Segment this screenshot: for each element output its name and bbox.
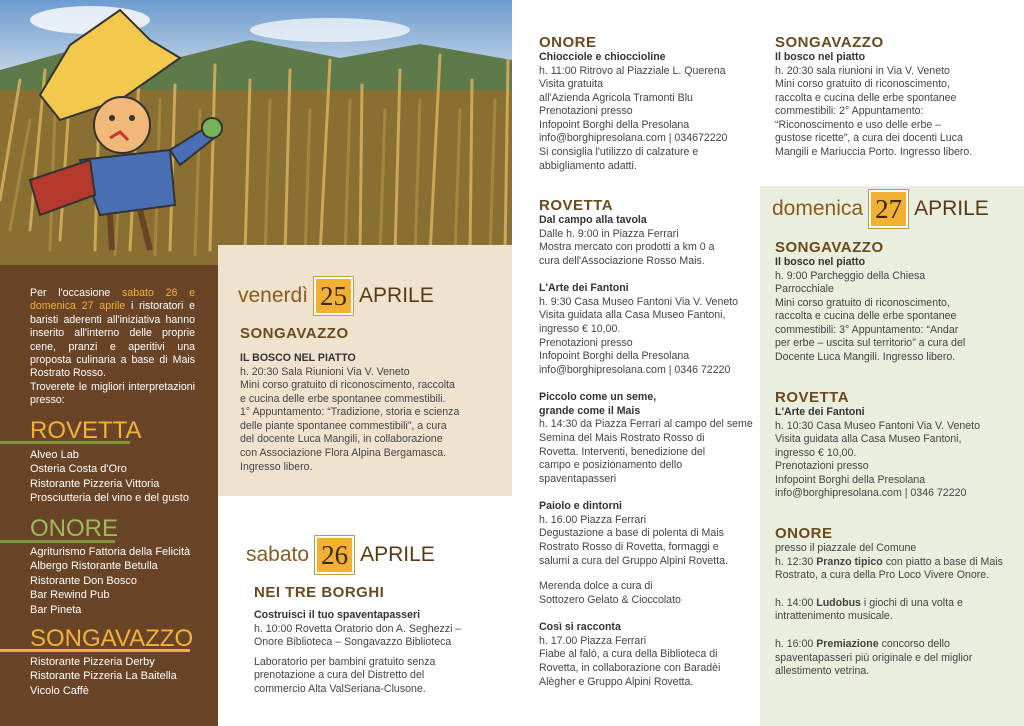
event-line: Mini corso gratuito di riconoscimento, xyxy=(775,78,950,91)
event-line: commestibili: 2° Appuntamento: xyxy=(775,105,924,118)
list-item: Vicolo Caffè xyxy=(30,684,89,697)
event-line: Ingresso libero. xyxy=(240,460,313,473)
event-line: h. 20:30 Sala Riunioni Via V. Veneto xyxy=(240,365,410,378)
event-line: raccolta e cucina delle erbe spontanee xyxy=(775,310,957,323)
event-line: Rovetta. Interventi, benedizione del xyxy=(539,445,706,458)
event-line: h. 9:30 Casa Museo Fantoni Via V. Veneto xyxy=(539,295,739,308)
event-line: Si consiglia l'utilizzo di calzature e xyxy=(539,146,699,159)
event-line: info@borghipresolana.com | 034672220 xyxy=(539,132,728,145)
town-heading: SONGAVAZZO xyxy=(240,325,349,342)
list-item: Ristorante Pizzeria La Baitella xyxy=(30,670,177,683)
friday-panel xyxy=(218,245,512,496)
event-line: h. 16.00 Piazza Ferrari xyxy=(539,513,647,526)
event-title: Il bosco nel piatto xyxy=(775,256,866,268)
event-section-rovetta xyxy=(775,389,1015,501)
event-line: Infopoint Borghi della Presolana xyxy=(539,118,690,131)
event-line: Mini corso gratuito di riconoscimento, raccolta xyxy=(240,379,455,392)
day-number: 26 xyxy=(315,536,354,574)
event-line: Semina del Mais Rostrato Rosso di xyxy=(539,431,705,444)
event-line: h. 11:00 Ritrovo al Piazziale L. Querena xyxy=(539,64,726,77)
event-line: Parrocchiale xyxy=(775,283,834,296)
list-item: Prosciutteria del vino e del gusto xyxy=(30,492,189,505)
list-item: Ristorante Pizzeria Vittoria xyxy=(30,477,160,490)
list-item: Osteria Costa d'Oro xyxy=(30,463,127,476)
event-title: Chiocciole e chioccioline xyxy=(539,51,666,63)
event-line: Infopoint Borghi della Presolana xyxy=(539,350,690,363)
event-section-songavazzo xyxy=(775,239,1015,365)
event-line: h. 10:30 Casa Museo Fantoni Via V. Veneto xyxy=(775,419,980,432)
event-line: Visita guidata alla Casa Museo Fantoni, xyxy=(775,433,962,446)
venue-list-onore xyxy=(30,545,190,617)
saturday-songavazzo-panel xyxy=(760,0,1024,186)
list-item: Alveo Lab xyxy=(30,449,79,461)
town-heading: SONGAVAZZO xyxy=(775,239,884,256)
event-title: L'Arte dei Fantoni xyxy=(539,282,629,295)
event-title: Il bosco nel piatto xyxy=(775,51,866,63)
event-line: info@borghipresolana.com | 0346 72220 xyxy=(539,363,731,376)
town-heading-rovetta: ROVETTA xyxy=(30,417,142,444)
event-line: prenotazione a cura del Distretto del xyxy=(254,669,425,682)
venue-list-rovetta xyxy=(30,448,189,506)
list-item: Ristorante Pizzeria Derby xyxy=(30,656,155,668)
event-line: h. 9:00 Parcheggio della Chiesa xyxy=(775,269,926,282)
weekday: domenica xyxy=(772,197,864,220)
event-line: Docente Luca Mangili. Ingresso libero. xyxy=(775,351,956,364)
event-line: Visita gratuita xyxy=(539,78,603,91)
list-item: Bar Pineta xyxy=(30,603,82,616)
event-section-songavazzo xyxy=(775,34,1015,160)
day-header-sunday xyxy=(772,190,989,228)
event-line: e cucina delle erbe spontanee commestibili. xyxy=(240,392,446,405)
event-line: Sottozero Gelato & Cioccolato xyxy=(539,593,681,606)
town-heading: NEI TRE BORGHI xyxy=(254,584,385,601)
event-line: Dalle h. 9:00 in Piazza Ferrari xyxy=(539,227,679,240)
event-section xyxy=(254,584,504,696)
event-line: ingresso € 10,00. xyxy=(775,446,857,459)
event-line: del docente Luca Mangili, in collaborazione xyxy=(240,433,443,446)
event-line: Fiabe al falò, a cura della Biblioteca di xyxy=(539,648,718,661)
list-item: Bar Rewind Pub xyxy=(30,589,110,602)
event-line: salumi a cura del Gruppo Alpini Rovetta. xyxy=(539,554,729,567)
event-line: cura dell'Associazione Rosso Mais. xyxy=(539,254,705,267)
list-item: Ristorante Don Bosco xyxy=(30,574,137,587)
event-line: ingresso € 10,00. xyxy=(539,322,621,335)
event-line: h. 14:00 Ludobus i giochi di una volta e intrattenimento musicale. xyxy=(775,596,963,623)
event-section-onore xyxy=(539,34,754,173)
event-title: Paiolo e dintorni xyxy=(539,500,622,513)
event-line: h. 12:30 Pranzo tipico con piatto a base di Mais Rostrato, a cura della Pro Loco Vivere Onore. xyxy=(775,555,1003,582)
list-item: Albergo Ristorante Betulla xyxy=(30,560,158,573)
town-heading: ONORE xyxy=(539,34,597,51)
event-line: Mangili e Mariuccia Porto. Ingresso libero. xyxy=(775,146,973,159)
town-heading-onore: ONORE xyxy=(30,515,119,542)
venue-list-songavazzo xyxy=(30,655,177,698)
event-line: Laboratorio per bambini gratuito senza xyxy=(254,655,436,668)
event-line: campo e posizionamento dello xyxy=(539,459,683,472)
intro-text: Per l'occasione sabato 26 e domenica 27 aprile i ristoratori e baristi aderenti all'iniziativa hanno inserito all'interno delle proprie cene, pranzi e aperitivi una proposta culinaria a base di Mais Rostrato Rosso. Troverete le migliori interpretazioni presso: xyxy=(30,287,196,407)
event-line: Infopoint Borghi della Presolana xyxy=(775,473,926,486)
cornfield-photo xyxy=(0,0,512,265)
event-line: 1° Appuntamento: “Tradizione, storia e scienza xyxy=(240,406,460,419)
day-number: 27 xyxy=(869,190,908,228)
event-line: Degustazione a base di polenta di Mais xyxy=(539,527,724,540)
sunday-panel xyxy=(760,186,1024,726)
event-line: all'Azienda Agricola Tramonti Blu xyxy=(539,91,693,104)
event-line: spaventapasseri xyxy=(539,472,617,485)
event-line: h. 16:00 Premiazione concorso dello spaventapasseri più originale e del miglior allestimento vetrina. xyxy=(775,637,973,678)
event-line: Rovetta, in collaborazione con Baradèi xyxy=(539,662,721,675)
event-line: con Associazione Flora Alpina Bergamasca. xyxy=(240,447,447,460)
saturday-events-column xyxy=(512,0,760,726)
event-line: Mostra mercato con prodotti a km 0 a xyxy=(539,241,715,254)
month: APRILE xyxy=(360,543,435,566)
event-title: Piccolo come un seme, xyxy=(539,391,657,404)
month: APRILE xyxy=(359,284,434,307)
event-line: Visita guidata alla Casa Museo Fantoni, xyxy=(539,309,726,322)
town-heading: ROVETTA xyxy=(539,197,614,214)
event-line: h. 14:30 da Piazza Ferrari al campo del seme xyxy=(539,418,753,431)
month: APRILE xyxy=(914,197,989,220)
day-number: 25 xyxy=(314,277,353,315)
event-line: delle piante spontanee commestibili”, a cura xyxy=(240,419,447,432)
event-line: Prenotazioni presso xyxy=(539,336,633,349)
event-line: commercio Alta ValSeriana-Clusone. xyxy=(254,682,426,695)
event-line: Mini corso gratuito di riconoscimento, xyxy=(775,296,950,309)
event-title: L'Arte dei Fantoni xyxy=(775,406,865,418)
event-title: Dal campo alla tavola xyxy=(539,214,647,226)
event-line: Prenotazioni presso xyxy=(539,105,633,118)
event-line: Rostrato Rosso di Rovetta, formaggi e xyxy=(539,541,719,553)
event-line: Alègher e Gruppo Alpini Rovetta. xyxy=(539,675,694,688)
town-heading: SONGAVAZZO xyxy=(775,34,884,51)
event-line: info@borghipresolana.com | 0346 72220 xyxy=(775,487,967,500)
event-line: “Riconoscimento e uso delle erbe – xyxy=(775,118,942,131)
event-line: h. 20:30 sala riunioni in Via V. Veneto xyxy=(775,64,950,77)
town-heading: ONORE xyxy=(775,525,833,542)
town-heading-songavazzo: SONGAVAZZO xyxy=(30,625,194,652)
event-line: Prenotazioni presso xyxy=(775,460,869,473)
event-line: Merenda dolce a cura di xyxy=(539,580,653,593)
event-line: commestibili: 3° Appuntamento: “Andar xyxy=(775,323,959,336)
event-line: Onore Biblioteca – Songavazzo Biblioteca xyxy=(254,636,452,649)
weekday: venerdì xyxy=(238,284,309,307)
day-header-friday xyxy=(238,277,434,315)
event-line: raccolta e cucina delle erbe spontanee xyxy=(775,91,957,104)
event-section-onore xyxy=(775,525,1007,679)
saturday-panel xyxy=(218,496,512,726)
event-title: IL BOSCO NEL PIATTO xyxy=(240,352,356,364)
town-heading: ROVETTA xyxy=(775,389,850,406)
day-header-saturday xyxy=(246,536,435,574)
event-section xyxy=(240,325,505,474)
event-line: gustose ricette”, a cura dei docenti Luca xyxy=(775,132,963,145)
list-item: Agriturismo Fattoria della Felicità xyxy=(30,546,191,558)
event-title: grande come il Mais xyxy=(539,404,641,417)
scarecrow-illustration xyxy=(0,0,512,265)
event-line: abbigliamento adatti. xyxy=(539,159,637,172)
event-line: h. 10:00 Rovetta Oratorio don A. Seghezzi – xyxy=(254,622,462,635)
event-title: Così si racconta xyxy=(539,621,621,634)
weekday: sabato xyxy=(246,543,310,566)
event-line: h. 17.00 Piazza Ferrari xyxy=(539,634,647,647)
event-line: presso il piazzale del Comune xyxy=(775,542,917,554)
restaurants-sidebar xyxy=(0,265,218,726)
event-title: Costruisci il tuo spaventapasseri xyxy=(254,609,421,621)
event-section-rovetta xyxy=(539,197,757,689)
event-line: per erbe – uscita sul territorio” a cura del xyxy=(775,337,966,350)
